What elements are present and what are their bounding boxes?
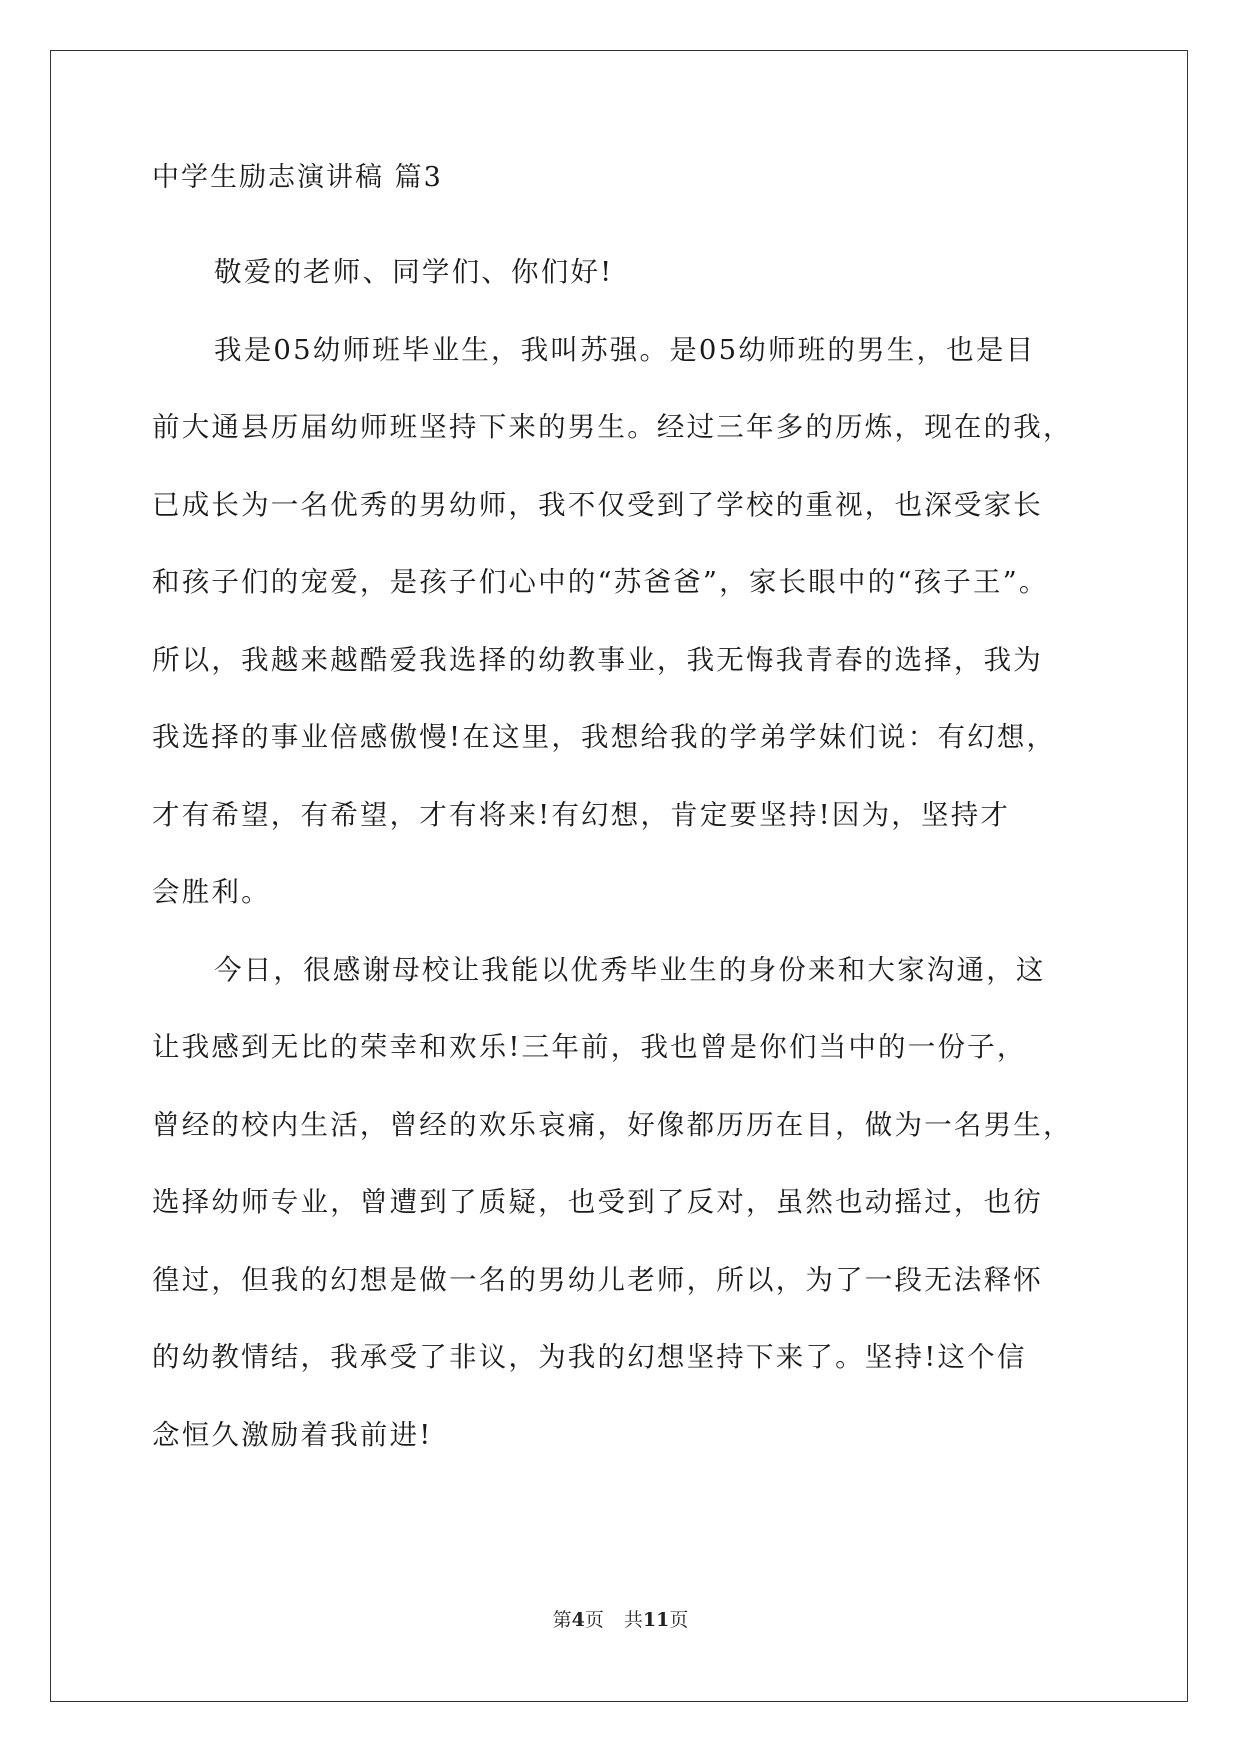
paragraph-line: 选择幼师专业，曾遭到了质疑，也受到了反对，虽然也动摇过，也彷 (152, 1186, 1043, 1218)
paragraph-line: 会胜利。 (152, 876, 271, 908)
paragraph-line: 和孩子们的宠爱，是孩子们心中的“苏爸爸”，家长眼中的“孩子王”。 (152, 566, 1049, 598)
paragraph (152, 312, 1088, 932)
paragraph-line: 才有希望，有希望，才有将来!有幻想，肯定要坚持!因为，坚持才 (152, 798, 1011, 831)
paragraph-line: 念恒久激励着我前进! (152, 1418, 433, 1451)
page-prefix: 第 (552, 1609, 572, 1631)
page-unit: 页 (584, 1609, 604, 1631)
document-body (152, 158, 1088, 1474)
paragraph-line: 敬爱的老师、同学们、你们好! (214, 256, 614, 288)
total-prefix: 共 (623, 1609, 643, 1631)
page-current: 4 (571, 1609, 585, 1631)
paragraph (152, 234, 1088, 312)
page-footer (0, 1605, 1241, 1632)
paragraph-line: 所以，我越来越酷爱我选择的幼教事业，我无悔我青春的选择，我为 (152, 643, 1043, 676)
paragraph (152, 932, 1088, 1475)
paragraph-line: 曾经的校内生活，曾经的欢乐哀痛，好像都历历在目，做为一名男生， (152, 1108, 1073, 1141)
paragraph-line: 我选择的事业倍感傲慢!在这里，我想给我的学弟学妹们说：有幻想， (152, 721, 1057, 753)
paragraph-line: 徨过，但我的幻想是做一名的男幼儿老师，所以，为了一段无法释怀 (152, 1263, 1043, 1296)
page-total: 11 (642, 1609, 670, 1631)
total-unit: 页 (669, 1609, 689, 1631)
paragraph-line: 今日，很感谢母校让我能以优秀毕业生的身份来和大家沟通，这 (214, 953, 1046, 986)
document-title: 中学生励志演讲稿 篇3 (152, 162, 443, 193)
paragraph-line: 我是05幼师班毕业生，我叫苏强。是05幼师班的男生，也是目 (214, 333, 1036, 366)
paragraph-list (152, 234, 1088, 1474)
paragraph-line: 让我感到无比的荣幸和欢乐!三年前，我也曾是你们当中的一份子， (152, 1031, 1027, 1063)
paragraph-line: 的幼教情结，我承受了非议，为我的幻想坚持下来了。坚持!这个信 (152, 1341, 1027, 1373)
paragraph-line: 已成长为一名优秀的男幼师，我不仅受到了学校的重视，也深受家长 (152, 488, 1043, 521)
paragraph-line: 前大通县历届幼师班坚持下来的男生。经过三年多的历炼，现在的我， (152, 411, 1073, 443)
